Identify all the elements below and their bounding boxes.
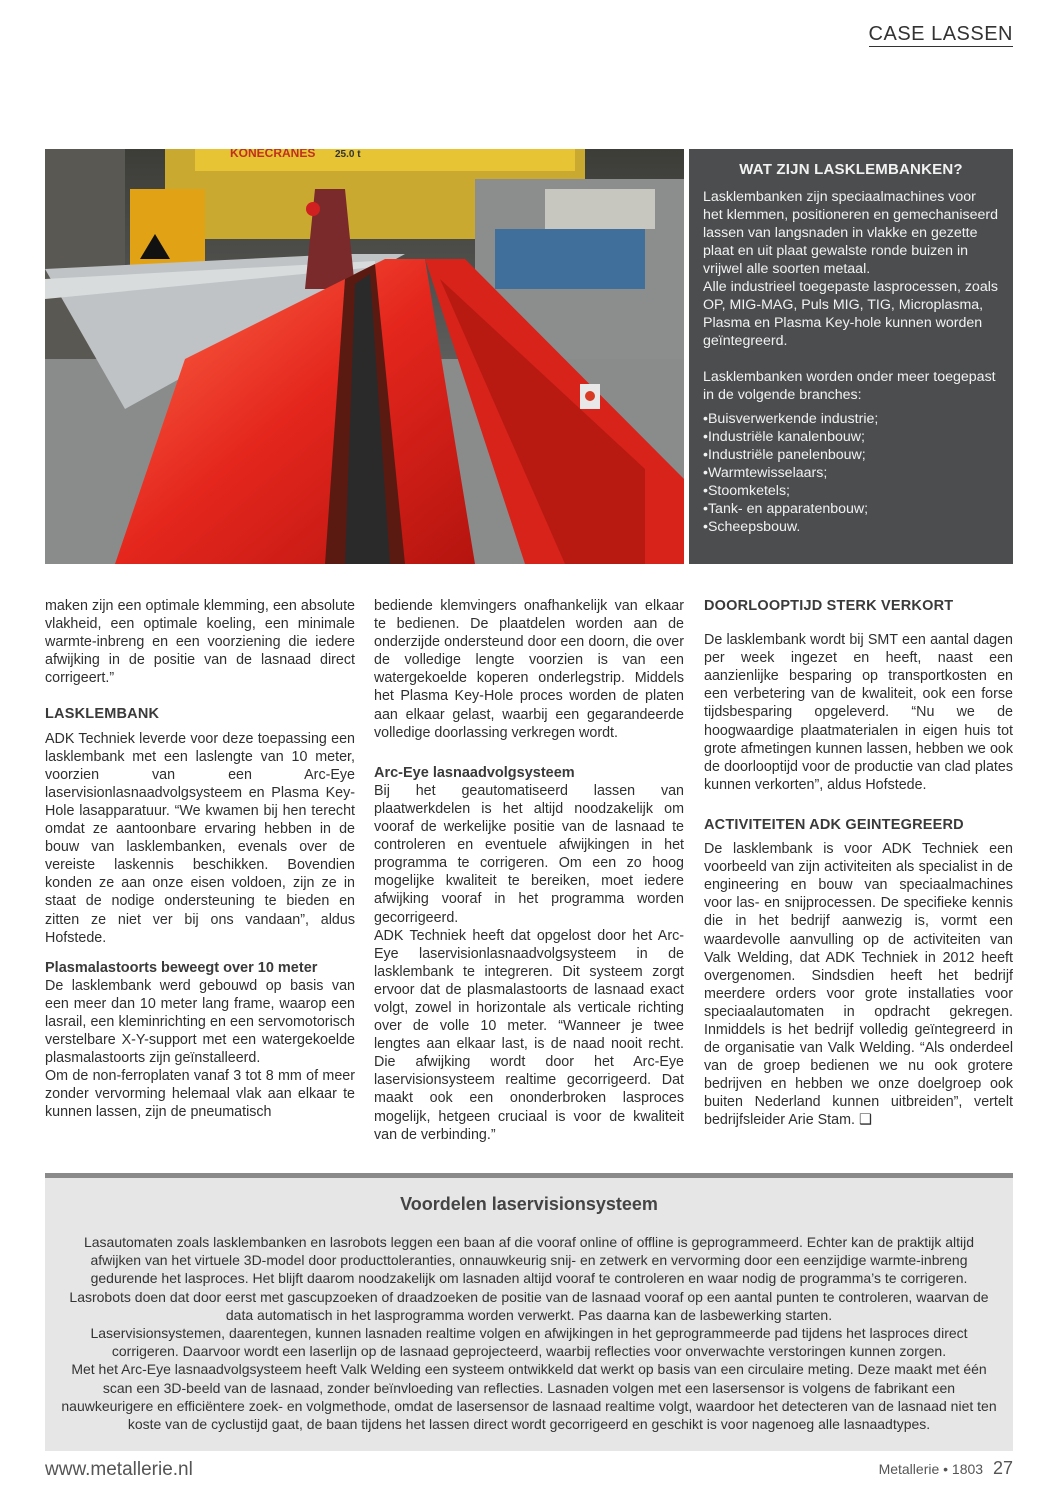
page-number: 27 — [992, 1458, 1013, 1478]
magazine-issue: Metallerie • 1803 — [878, 1461, 984, 1477]
photo-illustration — [45, 149, 684, 564]
box-paragraph-1: Lasautomaten zoals lasklembanken en lasrobots leggen een baan af die vooraf online of offline is geprogrammeerd. Echter kan de praktijk altijd afwijken van het virtuele 3D-model door producttoleranties, onnauwkeurig snij- en zetwerk en vervorming door een eenzijdige warmte-inbreng gedurende het lasproces. Het blijft daarom noodzakelijk om lasnaden altijd vooraf te controleren en waar nodig de programma’s te corrigeren. Lasrobots doen dat door eerst met gascupzoeken of draadzoeken de positie van de lasnaad vooraf op een aantal punten te controleren, waarvan de data automatisch in het lasprogramma worden verwerkt. Pas daarna kan de lasbewerking starten. — [69, 1234, 989, 1323]
sidebar-paragraph-2: Alle industrieel toegepaste lasprocessen, zoals OP, MIG-MAG, Puls MIG, TIG, Microplasma, Plasma en Plasma Key-hole kunnen worden geïntegreerd. — [703, 279, 998, 349]
body-paragraph: Bij het geautomatiseerd lassen van plaatwerkdelen is het altijd noodzakelijk om vooraf de werkelijke positie van de lasnaad te controleren en eventuele afwijkingen in het programma te corrigeren. Om een zo hoog mogelijke kwaliteit te bereiken, moet iedere afwijking vooraf in het programma worden gecorrigeerd. — [374, 782, 684, 926]
body-paragraph: De lasklembank werd gebouwd op basis van een meer dan 10 meter lang frame, waarop een lasrail, een kleminrichting en een servomotorisch verstelbare X-Y-support met een watergekoelde plasmalastoorts zijn geïnstalleerd. — [45, 977, 355, 1067]
box-paragraph-2: Laservisionsystemen, daarentegen, kunnen lasnaden realtime volgen en afwijkingen in het geprogrammeerde pad tijdens het lasproces direct corrigeren. Daarvoor wordt een laserlijn op de lasnaad geprojecteerd, waarbij reflecties voor onverwachte verstoringen kunnen zorgen. — [90, 1325, 968, 1360]
body-paragraph: maken zijn een optimale klemming, een absolute vlakheid, een optimale koeling, een minimale warmte-inbreng en een voorziening die iedere afwijking in de positie van de lasnaad direct corrigeert.” — [45, 598, 355, 687]
body-paragraph — [704, 840, 1013, 1130]
section-heading-lasklembank: LASKLEMBANK — [45, 706, 160, 723]
subheading-arc-eye: Arc-Eye lasnaadvolgsysteem — [374, 764, 575, 781]
article-column-1 — [45, 597, 355, 1122]
closing-paragraph-text: De lasklembank is voor ADK Techniek een voorbeeld van zijn activiteiten als specialist in de engineering en bouw van speciaalmachines voor las- en snijprocessen. De specifieke kennis die in het bedrijf aanwezig is, vormt een waardevolle aanvulling op de activiteiten van Valk Welding, dat ADK Techniek in 2012 heeft overgenomen. Sindsdien heeft het bedrijf meerdere orders voor grote installaties voor speciaalautomaten in opdracht gekregen. Inmiddels is het bedrijf volledig geïntegreerd in de organisatie van Valk Welding. “Als onderdeel van de groep bedienen we nu ook grotere bedrijven en hebben we onze doelgroep ook buiten Nederland kunnen uitbreiden”, vertelt bedrijfsleider Arie Stam. — [704, 841, 1013, 1129]
sidebar-paragraph-3: Lasklembanken worden onder meer toegepast in de volgende branches: — [703, 369, 996, 403]
list-item: • Stoomketels; — [703, 482, 999, 500]
welding-clamp-bench-photo — [45, 149, 684, 564]
list-item: • Tank- en apparatenbouw; — [703, 500, 999, 518]
box-title: Voordelen laservisionsysteem — [400, 1194, 658, 1214]
list-item: • Buisverwerkende industrie; — [703, 410, 999, 428]
body-paragraph: ADK Techniek leverde voor deze toepassing een lasklembank met een laslengte van 10 meter, voorzien van een Arc-Eye laservisionlasnaadvolgsysteem en Plasma Key-Hole lasapparatuur. “We kwamen bij hen terecht omdat ze aantoonbare ervaring hebben in de bouw van lasklembanken, evenals over de vereiste laskennis beschikken. Bovendien konden ze aan onze eisen voldoen, zijn ze in staat de nodige ondersteuning te bieden en zitten ze niet ver bij ons vandaan”, aldus Hofstede. — [45, 730, 355, 946]
end-mark-icon: ❑ — [858, 1112, 872, 1129]
section-label: CASE LASSEN — [868, 23, 1013, 45]
sidebar-title: WAT ZIJN LASKLEMBANKEN? — [739, 161, 963, 178]
list-item: • Industriële panelenbouw; — [703, 446, 999, 464]
sidebar-branch-list — [703, 410, 999, 536]
footer-page-info — [879, 1458, 1013, 1479]
sidebar-box — [689, 149, 1013, 564]
section-heading-activiteiten: ACTIVITEITEN ADK GEINTEGREERD — [704, 816, 964, 833]
body-paragraph: bediende klemvingers onafhankelijk van elkaar te bedienen. De plaatdelen worden aan de onderzijde ondersteund door een doorn, die over de volledige lengte voorzien is van een watergekoelde koperen onderlegstrip. Middels het Plasma Key-Hole proces worden de platen aan elkaar gelast, waarbij een gegarandeerde volledige doorlassing verkregen wordt. — [374, 598, 684, 741]
body-paragraph: De lasklembank wordt bij SMT een aantal dagen per week ingezet en heeft, naast een aanzienlijke besparing op transportkosten en een verbetering van de kwaliteit, ook een forse tijdsbesparing opgeleverd. “Nu we de hoogwaardige plaatmaterialen in eigen huis tot grote afmetingen kunnen lassen, hebben we ook de doorlooptijd voor de productie van clad plates kunnen verkorten”, aldus Hofstede. — [704, 632, 1013, 793]
footer-website-link[interactable]: www.metallerie.nl — [45, 1459, 193, 1480]
sidebar-paragraph-1: Lasklembanken zijn speciaalmachines voor het klemmen, positioneren en gemechaniseerd lassen van langsnaden in vlakke en gezette plaat en uit plaat gewalste ronde buizen in vrijwel alle soorten metaal. — [703, 189, 998, 277]
info-box-laservision — [45, 1173, 1013, 1451]
list-item: • Warmtewisselaars; — [703, 464, 999, 482]
box-paragraph-3: Met het Arc-Eye lasnaadvolgsysteem heeft Valk Welding een systeem ontwikkeld dat werkt op basis van een circulaire meting. Deze maakt met één scan een 3D-beeld van de lasnaad, zonder beïnvloeding van reflecties. Lasnaden volgen met een lasersensor is volgens de fabrikant een nauwkeurigere en efficiëntere zoek- en volgmethode, omdat de lasersensor de lasnaad realtime volgt, waardoor het detecteren van de lasnaad niet ten koste van de cyclustijd gaat, de baan tijdens het lassen direct wordt gecorrigeerd en geschikt is voor nagenoeg alle lasnaadtypes. — [61, 1361, 997, 1433]
article-column-2 — [374, 597, 684, 1144]
subheading-plasmalastoorts: Plasmalastoorts beweegt over 10 meter — [45, 959, 318, 976]
body-paragraph: ADK Techniek heeft dat opgelost door het Arc-Eye laservisionlasnaadvolgsysteem in de lasklembank te integreren. Dit systeem zorgt ervoor dat de plasmalastoorts de lasnaad exact volgt, zowel in horizontale als verticale richting over de volle 10 meter. “Wanneer je twee lengtes aan elkaar last, is de naad nooit recht. Die afwijking wordt door het Arc-Eye laservisionsysteem realtime gecorrigeerd. Dat maakt ook een ononderbroken lasproces mogelijk, hetgeen cruciaal is voor de kwaliteit van de verbinding.” — [374, 927, 684, 1143]
crane-load-text: 25.0 t — [335, 149, 361, 160]
crane-brand-text: KONECRANES — [230, 149, 316, 160]
list-item: • Industriële kanalenbouw; — [703, 428, 999, 446]
article-column-3 — [704, 597, 1013, 1130]
body-paragraph: Om de non-ferroplaten vanaf 3 tot 8 mm of meer zonder vervorming helemaal vlak aan elkaar te kunnen lassen, zijn de pneumatisch — [45, 1068, 355, 1121]
section-heading-doorlooptijd: DOORLOOPTIJD STERK VERKORT — [704, 598, 954, 614]
list-item: • Scheepsbouw. — [703, 518, 999, 536]
